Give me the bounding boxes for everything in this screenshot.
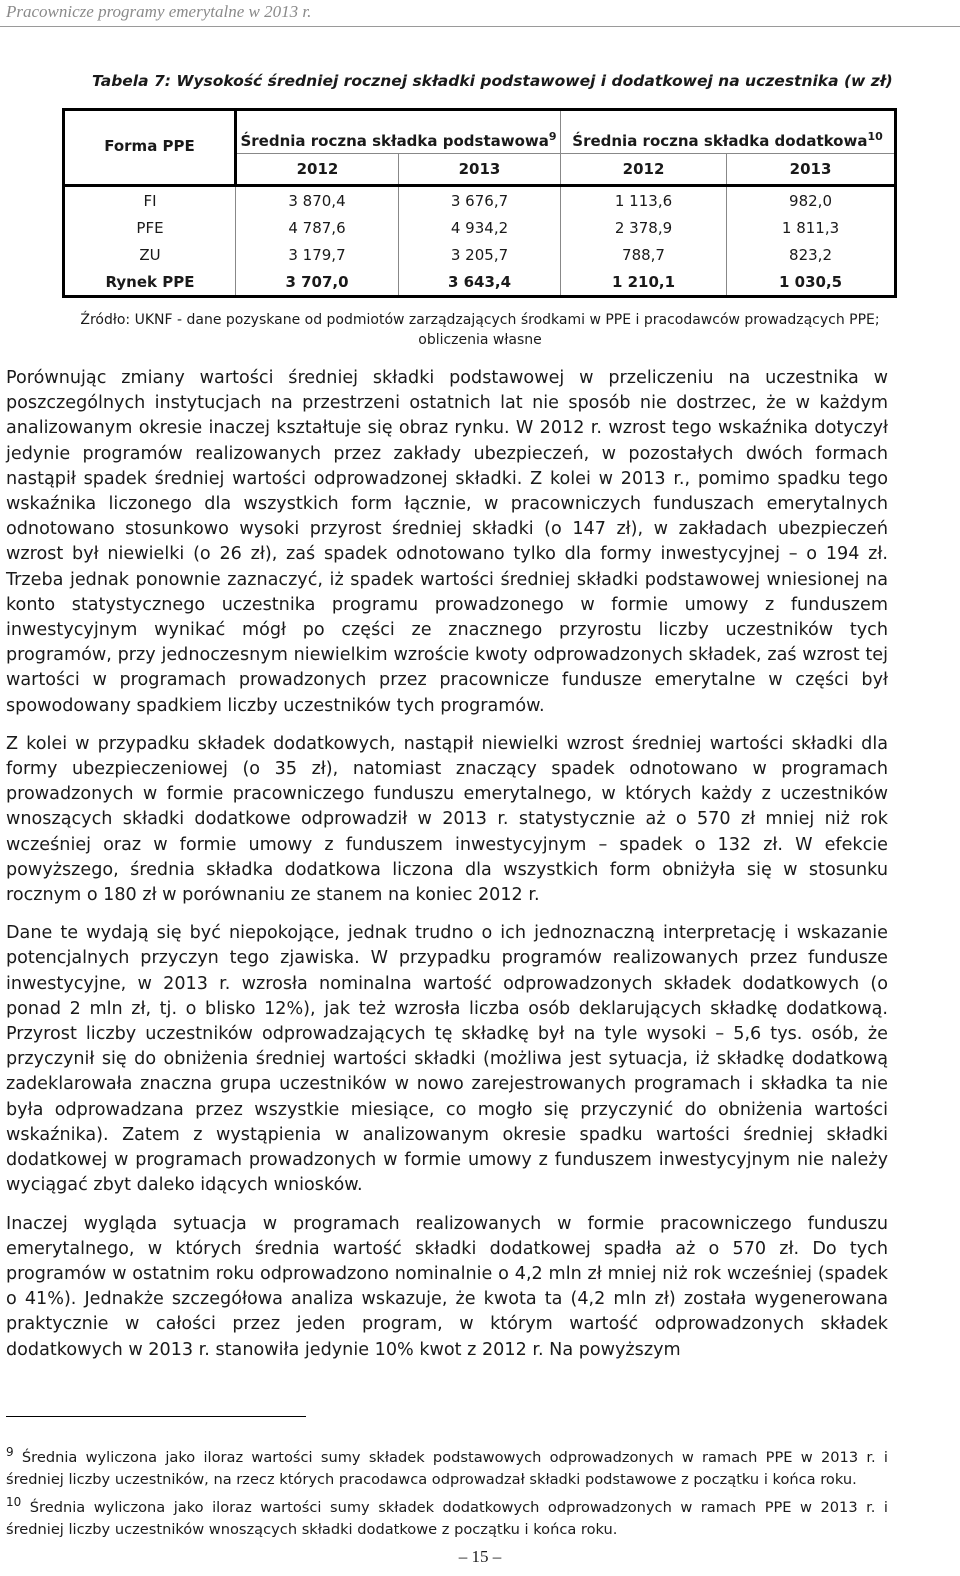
- body-text: [6, 366, 888, 1376]
- row-name: PFE: [64, 214, 236, 241]
- table-source-line: obliczenia własne: [418, 332, 542, 348]
- paragraph: Z kolei w przypadku składek dodatkowych, nastąpił niewielki wzrost średniej wartości składki dla formy ubezpieczeniowej (o 35 zł), natomiast znaczący spadek odnotowano w programach prowadzonych w formie pracowniczego funduszu emerytalnego, w których każdy z uczestników wnoszących składki dodatkowe odprowadził w 2013 r. statystycznie aż o 570 zł mniej niż rok wcześniej oraz w formie umowy z funduszem inwestycyjnym – spadek o 132 zł. W efekcie powyższego, średnia składka dodatkowa liczona dla wszystkich form obniżyła się w stosunku rocznym o 180 zł w porównaniu ze stanem na koniec 2012 r.: [6, 733, 888, 906]
- row-name: FI: [64, 186, 236, 215]
- table-row: [64, 241, 896, 268]
- table-cell: 982,0: [727, 186, 896, 215]
- year-header: 2012: [561, 154, 727, 186]
- total-row: [64, 268, 896, 297]
- table-cell: 3 643,4: [399, 268, 561, 297]
- year-header: 2013: [399, 154, 561, 186]
- footnote-text: Średnia wyliczona jako iloraz wartości sumy składek podstawowych odprowadzonych w ramach PPE w 2013 r. i średniej liczby uczestników, na rzecz których pracodawca odprowadzał składki podstawowe z początku i końca roku.: [6, 1449, 888, 1488]
- table-cell: 1 113,6: [561, 186, 727, 215]
- table-cell: 3 870,4: [236, 186, 399, 215]
- header-rule: [0, 26, 960, 27]
- paragraph: Porównując zmiany wartości średniej składki podstawowej w przeliczeniu na uczestnika w poszczególnych instytucjach na przestrzeni ostatnich lat nie sposób nie dostrzec, że w każdym analizowanym okresie inaczej kształtuje się obraz rynku. W 2012 r. wzrost tego wskaźnika dotyczył jedynie programów realizowanych przez zakłady ubezpieczeń, w pozostałych dwóch formach nastąpił spadek średniej wartości odprowadzonej składki. Z kolei w 2013 r., pomimo spadku tego wskaźnika liczonego dla wszystkich form łącznie, w pracowniczych funduszach emerytalnych odnotowano stosunkowo wysoki przyrost średniej składki (o 147 zł), w zakładach ubezpieczeń wzrost był niewielki (o 26 zł), zaś spadek odnotowano tylko dla formy inwestycyjnej – o 194 zł. Trzeba jednak ponownie zaznaczyć, iż spadek wartości średniej składki podstawowej wniesionej na konto statystycznego uczestnika programu prowadzonego w formie umowy z funduszem inwestycyjnym wynikać mógł po części ze znacznego przyrostu liczby uczestników tych programów, przy jednoczesnym niewielkim wzroście kwoty odprowadzonych składek, zaś wzrost tej wartości w programach prowadzonych przez pracownicze fundusze emerytalne w części był spowodowany spadkiem liczby uczestników tych programów.: [6, 368, 888, 716]
- table-cell: 3 676,7: [399, 186, 561, 215]
- group-basic-header: [236, 110, 561, 154]
- page-number: – 15 –: [458, 1547, 502, 1566]
- table-row: [64, 214, 896, 241]
- footnote: [6, 1441, 888, 1491]
- footnote-ref-9: 9: [548, 130, 557, 143]
- paragraph: Dane te wydają się być niepokojące, jednak trudno o ich jednoznaczną interpretację i wskazanie potencjalnych przyczyn tego zjawiska. W przypadku programów realizowanych przez fundusze inwestycyjne, w 2013 r. wzrosła nominalna wartość odprowadzonych składek dodatkowych (o ponad 2 mln zł, tj. o blisko 12%), jak też wzrosła liczba osób deklarujących składkę dodatkową. Przyrost liczby uczestników odprowadzających tę składkę był na tyle wysoki – 5,6 tys. osób, że przyczynił się do obniżenia średniej wartości składki (możliwa jest sytuacja, iż składkę dodatkową zadeklarowała znaczna grupa uczestników w nowo zarejestrowanych programach i składka ta nie była odprowadzana przez wszystkie miesiące, co mogło się przyczynić do obniżenia wartości wskaźnika). Zatem z wystąpienia w analizowanym okresie spadku wartości średniej składki dodatkowej w programach prowadzonych w formie umowy z funduszem inwestycyjnym nie należy wyciągać zbyt daleko idących wniosków.: [6, 923, 888, 1196]
- row-name: Rynek PPE: [64, 268, 236, 297]
- table-cell: 3 179,7: [236, 241, 399, 268]
- footnote-ref-10: 10: [867, 130, 883, 143]
- year-header: 2013: [727, 154, 896, 186]
- table-cell: 823,2: [727, 241, 896, 268]
- group-additional-label: Średnia roczna składka dodatkowa: [572, 132, 868, 150]
- table-row: [64, 186, 896, 215]
- group-basic-label: Średnia roczna składka podstawowa: [240, 132, 549, 150]
- footnotes: [6, 1441, 888, 1541]
- footnote-rule: [6, 1416, 306, 1417]
- table-cell: 4 934,2: [399, 214, 561, 241]
- footnote-text: Średnia wyliczona jako iloraz wartości sumy składek dodatkowych odprowadzonych w ramach PPE w 2013 r. i średniej liczby uczestników wnoszących składki dodatkowe z początku i końca roku.: [6, 1499, 888, 1538]
- table-cell: 1 210,1: [561, 268, 727, 297]
- table-cell: 4 787,6: [236, 214, 399, 241]
- row-header-cell: [64, 110, 236, 186]
- table-caption: Tabela 7: Wysokość średniej rocznej składki podstawowej i dodatkowej na uczestnika (w zł): [92, 72, 893, 90]
- table-source: [0, 310, 960, 350]
- contribution-table: [62, 108, 897, 298]
- row-header-label: Forma PPE: [104, 137, 195, 155]
- table-cell: 3 707,0: [236, 268, 399, 297]
- table-source-line: Źródło: UKNF - dane pozyskane od podmiotów zarządzających środkami w PPE i pracodawców prowadzących PPE;: [80, 312, 880, 328]
- table-cell: 1 811,3: [727, 214, 896, 241]
- footnote: [6, 1491, 888, 1541]
- table-cell: 3 205,7: [399, 241, 561, 268]
- table-cell: 788,7: [561, 241, 727, 268]
- row-name: ZU: [64, 241, 236, 268]
- footnote-number: 10: [6, 1495, 22, 1509]
- footnote-number: 9: [6, 1445, 14, 1459]
- group-additional-header: [561, 110, 896, 154]
- year-header: 2012: [236, 154, 399, 186]
- table-cell: 2 378,9: [561, 214, 727, 241]
- table-cell: 1 030,5: [727, 268, 896, 297]
- running-header: Pracownicze programy emerytalne w 2013 r.: [6, 2, 312, 21]
- paragraph: Inaczej wygląda sytuacja w programach realizowanych w formie pracowniczego funduszu emerytalnego, w których średnia wartość składki dodatkowej spadła aż o 570 zł. Do tych programów w ostatnim roku odprowadzono nominalnie o 4,2 mln zł mniej niż rok wcześniej (spadek o 41%). Jednakże szczegółowa analiza wskazuje, że kwota ta (4,2 mln zł) została wygenerowana praktycznie w całości przez jeden program, w którym wartość odprowadzonych składek dodatkowych w 2013 r. stanowiła jedynie 10% kwot z 2012 r. Na powyższym: [6, 1213, 888, 1360]
